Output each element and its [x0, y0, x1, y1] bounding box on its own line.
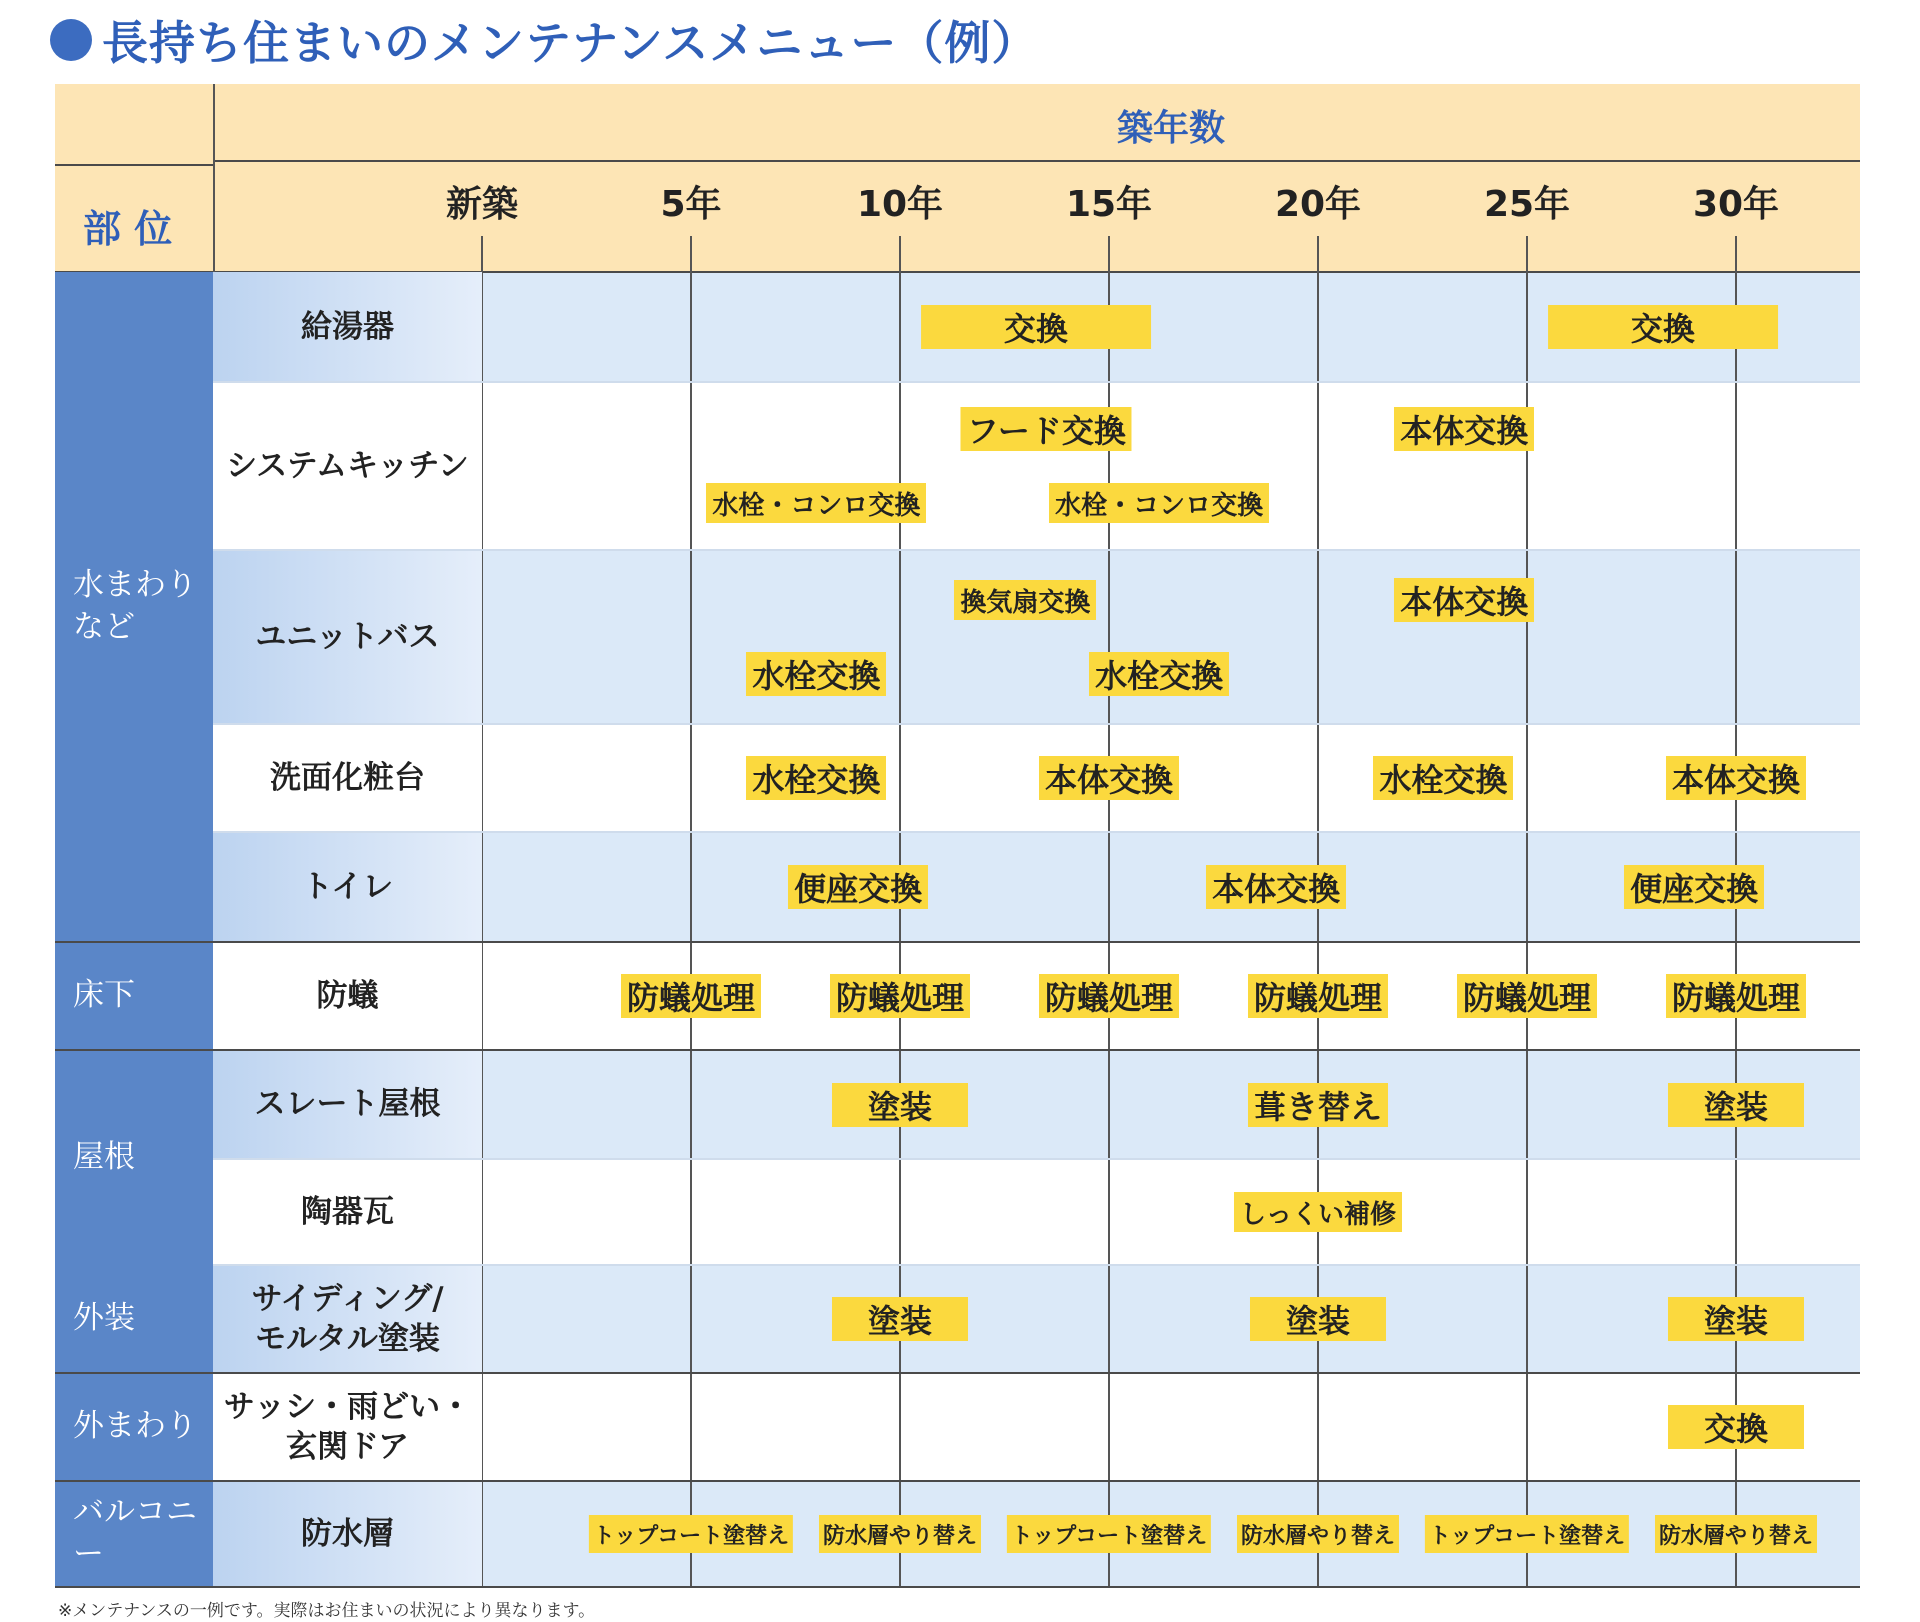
- maintenance-label: 防水層やり替え: [1237, 1515, 1399, 1553]
- part-cell: 陶器瓦: [213, 1159, 482, 1265]
- maintenance-label: 防蟻処理: [1248, 974, 1388, 1018]
- row-separator: [213, 549, 1860, 551]
- part-cell: トイレ: [213, 832, 482, 942]
- category-divider: [55, 1480, 1860, 1482]
- maintenance-label: 防水層やり替え: [819, 1515, 981, 1553]
- year-grid-line: [690, 236, 692, 1587]
- maintenance-label: 水栓・コンロ交換: [1049, 483, 1269, 523]
- category-cell: 外装: [55, 1265, 213, 1373]
- part-cell: スレート屋根: [213, 1050, 482, 1159]
- maintenance-label: 本体交換: [1206, 865, 1346, 909]
- year-grid-line: [899, 236, 901, 1587]
- page-title-text: 長持ち住まいのメンテナンスメニュー（例）: [102, 16, 1039, 70]
- year-grid-line: [1735, 236, 1737, 1587]
- category-cell: バルコニー: [55, 1481, 213, 1587]
- header-divider: [213, 160, 1860, 162]
- part-cell: 防水層: [213, 1481, 482, 1587]
- maintenance-label: 塗装: [1668, 1297, 1804, 1341]
- part-cell: 防蟻: [213, 942, 482, 1050]
- header-divider: [55, 164, 213, 166]
- maintenance-label: 塗装: [1250, 1297, 1386, 1341]
- category-divider: [55, 1049, 1860, 1051]
- maintenance-label: 本体交換: [1394, 407, 1534, 451]
- part-cell: 給湯器: [213, 272, 482, 382]
- category-cell: 水まわり など: [55, 272, 213, 942]
- maintenance-label: フード交換: [961, 407, 1132, 451]
- maintenance-label: 防蟻処理: [1039, 974, 1179, 1018]
- bullet-dot-icon: [50, 19, 92, 61]
- maintenance-label: しっくい補修: [1234, 1192, 1402, 1232]
- maintenance-label: 防蟻処理: [1666, 974, 1806, 1018]
- maintenance-table: [55, 84, 1860, 1587]
- maintenance-label: トップコート塗替え: [589, 1515, 793, 1553]
- part-cell: サッシ・雨どい・ 玄関ドア: [213, 1373, 482, 1481]
- header-vertical-divider: [213, 84, 215, 272]
- maintenance-label: 交換: [1668, 1405, 1804, 1449]
- maintenance-label: 塗装: [832, 1297, 968, 1341]
- maintenance-label: 交換: [921, 305, 1151, 349]
- year-label: 5年: [660, 184, 722, 225]
- year-label: 15年: [1065, 184, 1153, 225]
- maintenance-label: 塗装: [1668, 1083, 1804, 1127]
- maintenance-label: 便座交換: [788, 865, 928, 909]
- category-divider: [55, 941, 1860, 943]
- maintenance-label: 防水層やり替え: [1655, 1515, 1817, 1553]
- year-label: 20年: [1274, 184, 1362, 225]
- maintenance-label: 水栓・コンロ交換: [706, 483, 926, 523]
- maintenance-label: 塗装: [832, 1083, 968, 1127]
- footnote: ※メンテナンスの一例です。実際はお住まいの状況により異なります。: [58, 1601, 596, 1621]
- maintenance-label: 水栓交換: [746, 652, 886, 696]
- maintenance-label: 本体交換: [1394, 578, 1534, 622]
- part-cell: ユニットバス: [213, 550, 482, 724]
- year-grid-line: [1317, 236, 1319, 1587]
- maintenance-label: 交換: [1548, 305, 1778, 349]
- maintenance-label: 換気扇交換: [954, 580, 1096, 620]
- table-bottom-line: [55, 1586, 1860, 1588]
- category-cell: 床下: [55, 942, 213, 1050]
- row-separator: [213, 381, 1860, 383]
- category-cell: 屋根: [55, 1050, 213, 1265]
- maintenance-label: 防蟻処理: [830, 974, 970, 1018]
- category-cell: 外まわり: [55, 1373, 213, 1481]
- maintenance-label: トップコート塗替え: [1007, 1515, 1211, 1553]
- maintenance-label: 水栓交換: [746, 756, 886, 800]
- column-group-header: 築年数: [1116, 108, 1225, 149]
- year-label: 30年: [1692, 184, 1780, 225]
- maintenance-label: 便座交換: [1624, 865, 1764, 909]
- maintenance-label: 水栓交換: [1373, 756, 1513, 800]
- maintenance-label: 水栓交換: [1089, 652, 1229, 696]
- row-separator: [213, 1158, 1860, 1160]
- page-title: [50, 8, 1038, 72]
- year-label: 新築: [445, 184, 518, 225]
- year-label: 10年: [856, 184, 944, 225]
- row-separator: [213, 831, 1860, 833]
- row-separator: [213, 723, 1860, 725]
- maintenance-label: 葺き替え: [1248, 1083, 1388, 1127]
- maintenance-label: 防蟻処理: [621, 974, 761, 1018]
- maintenance-label: 本体交換: [1039, 756, 1179, 800]
- year-label: 25年: [1483, 184, 1571, 225]
- part-cell: システムキッチン: [213, 382, 482, 550]
- category-divider: [55, 1372, 1860, 1374]
- row-header-label: 部 位: [83, 207, 173, 251]
- part-cell: サイディング/ モルタル塗装: [213, 1265, 482, 1373]
- maintenance-label: 防蟻処理: [1457, 974, 1597, 1018]
- row-separator: [213, 1264, 1860, 1266]
- maintenance-label: 本体交換: [1666, 756, 1806, 800]
- maintenance-label: トップコート塗替え: [1425, 1515, 1629, 1553]
- part-cell: 洗面化粧台: [213, 724, 482, 832]
